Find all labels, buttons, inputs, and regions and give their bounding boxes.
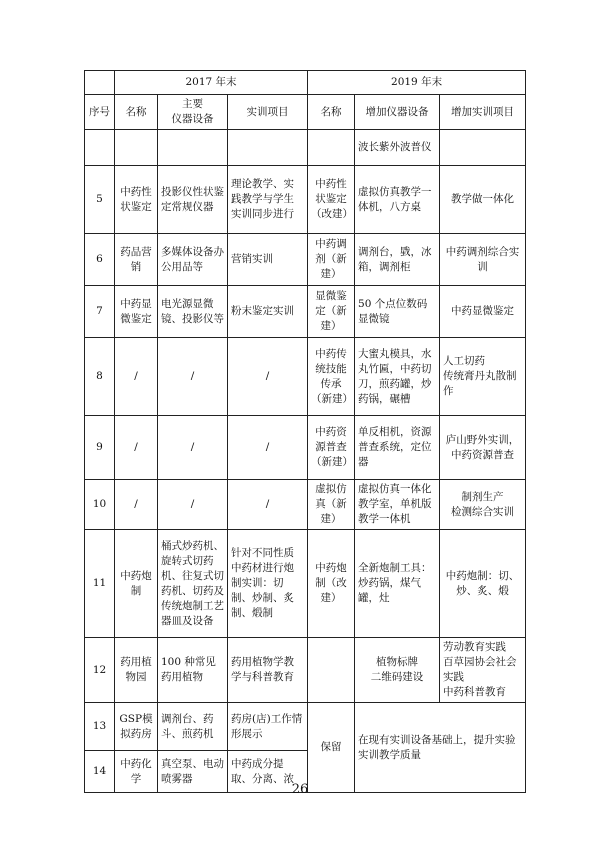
row-no: 10 xyxy=(85,480,115,530)
row-equipment: 100 种常见药用植物 xyxy=(158,638,228,703)
header-col-equipment: 主要 仪器设备 xyxy=(158,95,228,130)
row-no: 13 xyxy=(85,703,115,751)
row-project: 粉末鉴定实训 xyxy=(228,286,308,338)
row-no: 5 xyxy=(85,166,115,234)
row-project: 中药成分提取、分离、浓 xyxy=(228,751,308,793)
row-add-equipment: 植物标牌 二维码建设 xyxy=(355,638,440,703)
table-row-continuation xyxy=(85,130,526,166)
header-col-add-project: 增加实训项目 xyxy=(440,95,526,130)
header-year-2019: 2019 年末 xyxy=(308,71,526,95)
table-row xyxy=(85,703,526,751)
table-row xyxy=(85,480,526,530)
table-cell xyxy=(158,130,228,166)
row-name: GSP模拟药房 xyxy=(115,703,158,751)
lab-equipment-table xyxy=(84,70,526,793)
row-project: 针对不同性质中药材进行炮制实训：切制、炒制、炙制、煅制 xyxy=(228,530,308,638)
row-name: 中药炮制 xyxy=(115,530,158,638)
header-col-no: 序号 xyxy=(85,95,115,130)
table-row xyxy=(85,338,526,416)
table-cell xyxy=(440,130,526,166)
row-equipment: / xyxy=(158,416,228,480)
row-add-project: 劳动教育实践 百草园协会社会实践 中药科普教育 xyxy=(440,638,526,703)
row-no: 9 xyxy=(85,416,115,480)
header-blank-cell xyxy=(85,71,115,95)
row-add-project: 中药炮制：切、炒、炙、煅 xyxy=(440,530,526,638)
row-no: 6 xyxy=(85,234,115,286)
header-col-add-equipment: 增加仪器设备 xyxy=(355,95,440,130)
row-name-2019: 中药调剂（新建） xyxy=(308,234,355,286)
header-col-name: 名称 xyxy=(115,95,158,130)
row-add-equipment: 虚拟仿真一体化教学室，单机版教学一体机 xyxy=(355,480,440,530)
row-name-2019 xyxy=(308,638,355,703)
retained-name-cell: 保留 xyxy=(308,703,355,793)
row-name-2019: 中药炮制（改建） xyxy=(308,530,355,638)
row-project: 药用植物学教学与科普教育 xyxy=(228,638,308,703)
add-equipment-cell: 波长紫外波普仪 xyxy=(355,130,440,166)
row-name-2019: 中药性状鉴定（改建） xyxy=(308,166,355,234)
row-add-equipment: 大蜜丸模具，水丸竹匾，中药切刀，煎药罐，炒药锅，碾槽 xyxy=(355,338,440,416)
table-cell xyxy=(228,130,308,166)
row-name-2019: 中药传统技能传承（新建） xyxy=(308,338,355,416)
row-no: 14 xyxy=(85,751,115,793)
row-equipment: 桶式炒药机、旋转式切药机、往复式切药机、切药及传统炮制工艺器皿及设备 xyxy=(158,530,228,638)
row-equipment: 真空泵、电动喷雾器 xyxy=(158,751,228,793)
row-add-project: 制剂生产 检测综合实训 xyxy=(440,480,526,530)
header-col-name-2019: 名称 xyxy=(308,95,355,130)
table-cell xyxy=(115,130,158,166)
row-name: 药用植物园 xyxy=(115,638,158,703)
row-add-project: 中药显微鉴定 xyxy=(440,286,526,338)
row-name: 中药性状鉴定 xyxy=(115,166,158,234)
row-name: 药品营销 xyxy=(115,234,158,286)
page-number: 26 xyxy=(291,782,309,797)
row-add-equipment: 全新炮制工具：炒药锅，煤气罐，灶 xyxy=(355,530,440,638)
row-no: 12 xyxy=(85,638,115,703)
table-row xyxy=(85,638,526,703)
header-columns-row xyxy=(85,95,526,130)
row-project: 药房(店)工作情形展示 xyxy=(228,703,308,751)
row-equipment: 多媒体设备办公用品等 xyxy=(158,234,228,286)
table-cell xyxy=(308,130,355,166)
row-add-project: 庐山野外实训，中药资源普查 xyxy=(440,416,526,480)
row-no: 8 xyxy=(85,338,115,416)
row-add-equipment: 单反相机，资源普查系统，定位器 xyxy=(355,416,440,480)
row-name: / xyxy=(115,338,158,416)
row-project: / xyxy=(228,338,308,416)
row-add-project: 教学做一体化 xyxy=(440,166,526,234)
row-project: / xyxy=(228,480,308,530)
row-project: / xyxy=(228,416,308,480)
row-add-equipment: 调剂台，戥，冰箱，调剂柜 xyxy=(355,234,440,286)
row-name-2019: 显微鉴定（新建） xyxy=(308,286,355,338)
row-add-equipment: 虚拟仿真教学一体机，八方桌 xyxy=(355,166,440,234)
row-name-2019: 中药资源普查（新建） xyxy=(308,416,355,480)
row-project: 理论教学、实践教学与学生实训同步进行 xyxy=(228,166,308,234)
row-equipment: / xyxy=(158,338,228,416)
retained-note-cell: 在现有实训设备基础上，提升实验实训教学质量 xyxy=(355,703,526,793)
table-cell xyxy=(85,130,115,166)
header-col-project: 实训项目 xyxy=(228,95,308,130)
table-row xyxy=(85,286,526,338)
row-equipment: 电光源显微镜、投影仪等 xyxy=(158,286,228,338)
header-year-row xyxy=(85,71,526,95)
row-add-equipment: 50 个点位数码显微镜 xyxy=(355,286,440,338)
row-add-project: 中药调剂综合实训 xyxy=(440,234,526,286)
row-equipment: 投影仪性状鉴定常规仪器 xyxy=(158,166,228,234)
row-no: 11 xyxy=(85,530,115,638)
row-project: 营销实训 xyxy=(228,234,308,286)
table-row xyxy=(85,416,526,480)
row-name: / xyxy=(115,480,158,530)
row-name: 中药化学 xyxy=(115,751,158,793)
row-equipment: 调剂台、药斗、煎药机 xyxy=(158,703,228,751)
row-name-2019: 虚拟仿真（新建） xyxy=(308,480,355,530)
row-no: 7 xyxy=(85,286,115,338)
row-name: / xyxy=(115,416,158,480)
table-row xyxy=(85,530,526,638)
row-add-project: 人工切药 传统膏丹丸散制作 xyxy=(440,338,526,416)
header-year-2017: 2017 年末 xyxy=(115,71,308,95)
table-row xyxy=(85,166,526,234)
table-row xyxy=(85,234,526,286)
row-equipment: / xyxy=(158,480,228,530)
row-name: 中药显微鉴定 xyxy=(115,286,158,338)
